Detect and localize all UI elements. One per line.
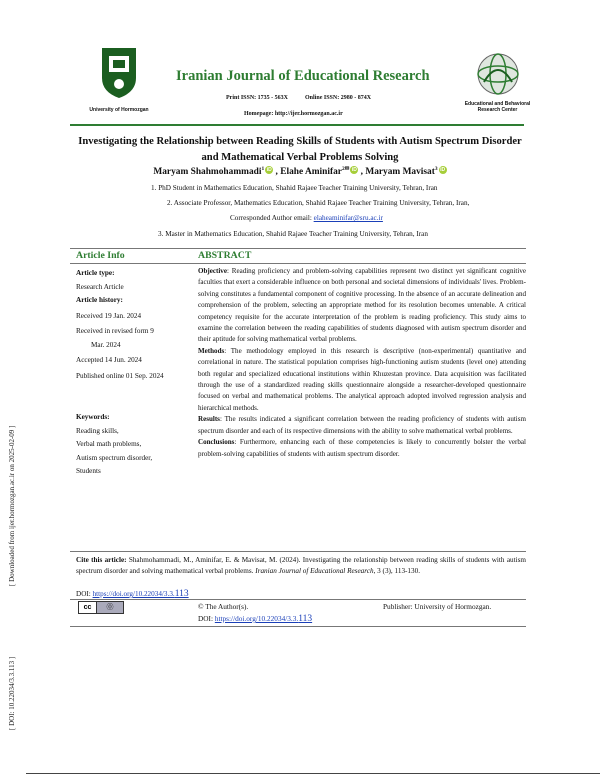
article-info-panel <box>76 268 194 478</box>
orcid-icon[interactable]: iD <box>440 167 446 173</box>
received-date: Received 19 Jan. 2024 <box>76 311 142 320</box>
abstract-bottom-rule <box>70 551 526 552</box>
author-list <box>70 166 530 177</box>
creative-commons-badge[interactable] <box>78 601 124 614</box>
keyword-item: Autism spectrum disorder, <box>76 453 153 462</box>
abstract-results <box>198 414 526 437</box>
license-doi-number: 113 <box>298 614 313 624</box>
license-bottom-rule <box>70 626 526 627</box>
side-doi-stamp: [ DOI: 10.22034/3.3.113 ] <box>8 656 16 730</box>
article-type-value: Research Article <box>76 282 124 291</box>
section-bottom-rule <box>70 263 526 264</box>
corresponding-email-link[interactable]: elaheaminifar@sru.ac.ir <box>313 214 383 222</box>
conclusions-label: Conclusions <box>198 438 235 447</box>
publisher-notice: Publisher: University of Hormozgan. <box>383 602 492 611</box>
abstract-objective <box>198 266 526 346</box>
abstract-conclusions <box>198 437 526 460</box>
methods-label: Methods <box>198 346 225 355</box>
keywords-label: Keywords: <box>76 413 110 421</box>
author-affiliation-mark: 1 <box>261 166 265 172</box>
cite-label: Cite this article: <box>76 556 127 564</box>
accepted-date: Accepted 14 Jun. 2024 <box>76 356 142 364</box>
cite-doi-link[interactable] <box>93 590 189 598</box>
university-emblem-icon <box>98 44 140 102</box>
page-footer-rule <box>26 773 600 774</box>
author-name: , Elahe Aminifar <box>275 167 342 177</box>
university-logo <box>84 44 154 120</box>
journal-header <box>70 38 540 125</box>
abstract-heading: ABSTRACT <box>198 250 252 261</box>
revised-date-line-1: Received in revised form 9 <box>76 327 154 335</box>
methods-text: : The methodology employed in this research is descriptive (non-experimental) quantitative and correlational in nature. The statistical population comprises high-functioning autism students (level one) attending both regular and specialized educational institutions within Khuzestan province. Data acquisition was facilitated through the use of a standardized reading skills questionnaire alongside a researcher-developed questionnaire focused on verbal and mathematical problems. The analytical approach adopted involved regression analysis and hierarchical methods. <box>198 346 526 412</box>
section-top-rule <box>70 248 526 249</box>
abstract-methods <box>198 346 526 414</box>
cite-doi-label: DOI: <box>76 590 93 598</box>
research-center-globe-icon <box>476 52 520 96</box>
corresponding-author <box>230 214 383 222</box>
affiliation-3: 3. Master in Mathematics Education, Shahid Rajaee Teacher Training University, Tehran, Iran <box>158 230 428 238</box>
research-center-caption-2: Research Center <box>477 107 518 113</box>
license-doi-url: https://doi.org/10.22034/3.3. <box>214 614 299 623</box>
journal-title: Iranian Journal of Educational Research <box>176 68 430 84</box>
objective-label: Objective <box>198 267 227 275</box>
article-info-heading: Article Info <box>76 250 125 261</box>
side-downloaded-stamp: [ Downloaded from ijer.hormozgan.ac.ir on 2025-02-09 ] <box>8 425 16 586</box>
license-doi-line <box>198 614 312 624</box>
cite-text: Shahmohammadi, M., Aminifar, E. & Mavisat, M. (2024). Investigating the relationship between reading skills of students with autism spectrum disorder and solving mathematical verbal problems. <box>76 556 526 575</box>
cite-volume: , 3 (3), 113-130. <box>373 566 421 575</box>
print-issn: Print ISSN: 1735 - 563X <box>226 95 289 101</box>
cite-journal: Iranian Journal of Educational Research <box>255 566 374 575</box>
research-center-logo <box>455 52 540 124</box>
conclusions-text: : Furthermore, enhancing each of these competencies is likely to concurrently bolster the verbal problem-solving capabilities of students with autism spectrum disorder. <box>198 438 526 458</box>
license-doi-link[interactable] <box>215 614 312 623</box>
abstract-body <box>198 266 526 460</box>
cite-doi-url: https://doi.org/10.22034/3.3. <box>92 590 175 598</box>
article-type-label: Article type: <box>76 269 115 277</box>
citation-block <box>76 555 526 576</box>
affiliation-1: 1. PhD Student in Mathematics Education, Shahid Rajaee Teacher Training University, Tehran, Iran <box>151 184 438 192</box>
objective-text: : Reading proficiency and problem-solving capabilities represent two distinct yet significant cognitive faculties that exert a considerable influence on both personal and societal dimensions of individuals' lives. Problem-solving constitutes a fundamental component of cognitive processing. In the absence of an accurate delineation and comprehension of the problem, selecting an appropriate method for its resolution becomes untenable. A critical competency requisite for the accurate interpretation of the problem is reading proficiency. This study aims to examine the correlation between the reading capabilities of students diagnosed with autism spectrum disorder and their aptitude for solving mathematical verbal problems. <box>198 267 526 344</box>
author-affiliation-mark: 2✉ <box>341 166 350 172</box>
cite-bottom-rule <box>70 599 526 600</box>
orcid-icon[interactable]: iD <box>266 167 272 173</box>
license-doi-label: DOI: <box>198 614 215 623</box>
article-history-label: Article history: <box>76 296 123 304</box>
paper-title-line-2: and Mathematical Verbal Problems Solving <box>201 152 399 163</box>
attribution-icon: ⓪ <box>106 604 114 611</box>
published-date: Published online 01 Sep. 2024 <box>76 371 164 380</box>
author-name: Maryam Shahmohammadi <box>153 167 262 177</box>
online-issn: Online ISSN: 2980 - 874X <box>305 95 372 101</box>
copyright-notice: © The Author(s). <box>198 602 249 611</box>
header-divider <box>70 124 524 126</box>
cc-icon: cc <box>79 602 97 613</box>
revised-date-line-2: Mar. 2024 <box>91 340 121 349</box>
cite-doi-number: 113 <box>174 589 189 599</box>
results-label: Results <box>198 415 220 424</box>
homepage-link[interactable]: Homepage: http://ijer.hormozgan.ac.ir <box>244 111 343 117</box>
keyword-item: Verbal math problems, <box>76 440 142 448</box>
author-name: , Maryam Mavisat <box>360 167 435 177</box>
orcid-icon[interactable]: iD <box>351 167 357 173</box>
cite-doi-line <box>76 589 189 599</box>
affiliation-2: 2. Associate Professor, Mathematics Education, Shahid Rajaee Teacher Training University, Tehran, Iran, <box>167 199 470 207</box>
paper-title-line-1: Investigating the Relationship between Reading Skills of Students with Autism Spectrum Disorder <box>78 136 522 147</box>
university-caption: University of Hormozgan <box>89 107 149 113</box>
keyword-item: Reading skills, <box>76 426 119 435</box>
corresponding-label: Corresponded Author email: <box>230 214 314 222</box>
research-center-caption-1: Educational and Behavioral <box>464 101 531 107</box>
issn-line <box>226 95 371 101</box>
author-affiliation-mark: 3 <box>434 166 438 172</box>
keyword-item: Students <box>76 467 101 475</box>
paper-title <box>70 134 530 166</box>
results-text: : The results indicated a significant correlation between the reading proficiency of students with autism spectrum disorder and each of its respective dimensions with the ability to solve mathematical verbal problems. <box>198 415 526 435</box>
